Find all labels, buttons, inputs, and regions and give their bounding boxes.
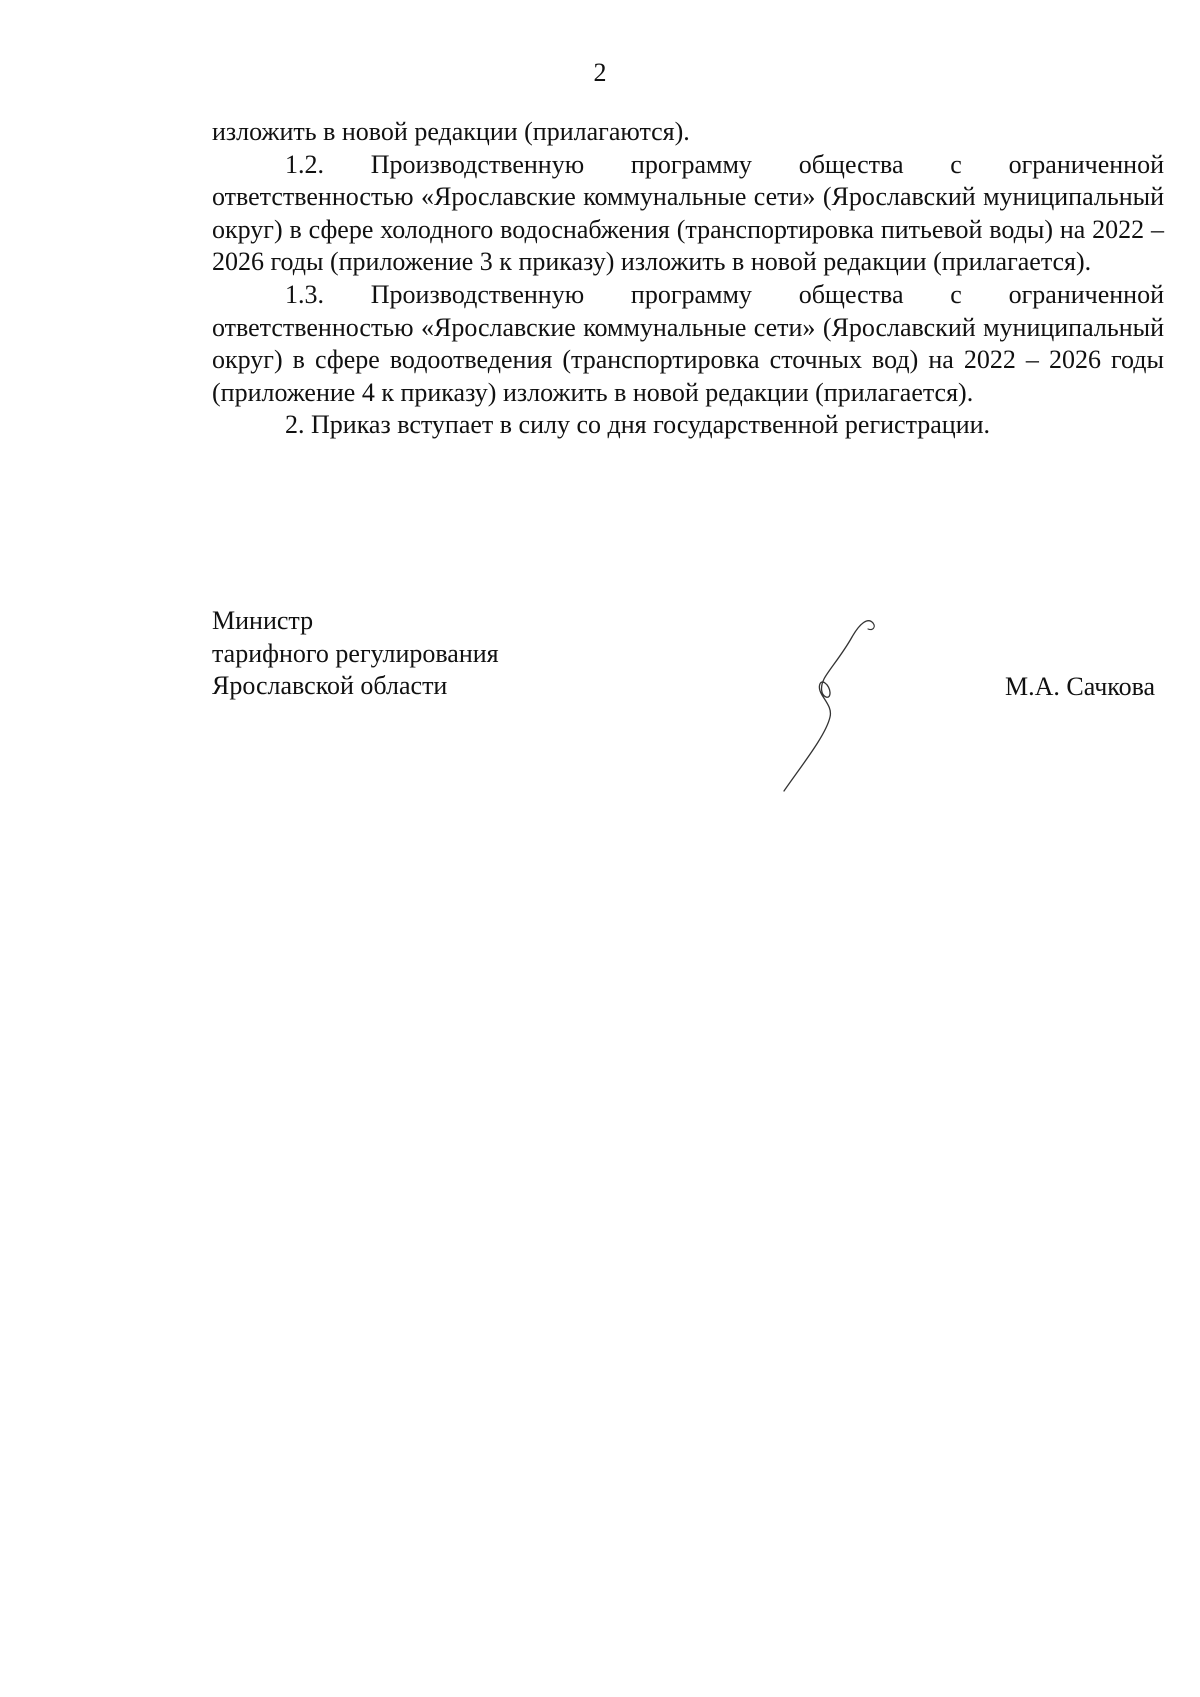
paragraph-item-2: 2. Приказ вступает в силу со дня государственной регистрации. <box>285 410 991 440</box>
signatory-title-line-1: Министр <box>212 606 314 635</box>
signatory-name: М.А. Сачкова <box>1005 672 1156 701</box>
document-body <box>212 116 1164 442</box>
paragraph-item-1-3: 1.3. Производственную программу общества с ограниченной ответственностью «Ярославские коммунальные сети» (Ярославский муниципальный округ) в сфере водоотведения (транспортировка сточных вод) на 2022 – 2026 годы (приложение 4 к приказу) изложить в новой редакции (прилагается). <box>212 279 1164 407</box>
page-number: 2 <box>593 58 607 87</box>
signatory-title <box>212 605 499 703</box>
signatory-title-line-3: Ярославской области <box>212 671 448 701</box>
handwritten-signature <box>770 615 890 795</box>
signatory-title-line-2: тарифного регулирования <box>212 638 499 668</box>
paragraph-item-1-2: 1.2. Производственную программу общества с ограниченной ответственностью «Ярославские коммунальные сети» (Ярославский муниципальный округ) в сфере холодного водоснабжения (транспортировка питьевой воды) на 2022 – 2026 годы (приложение 3 к приказу) изложить в новой редакции (прилагается). <box>212 149 1164 277</box>
paragraph-continuation: изложить в новой редакции (прилагаются). <box>212 117 690 146</box>
